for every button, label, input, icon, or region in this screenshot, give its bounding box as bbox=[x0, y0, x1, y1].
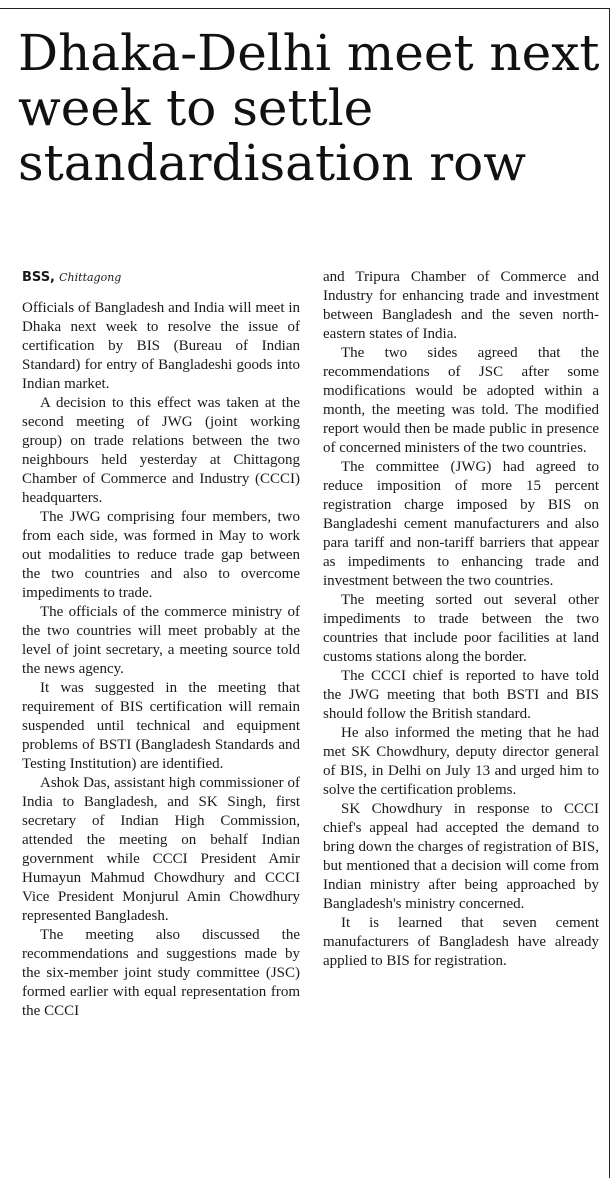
paragraph: SK Chowdhury in response to CCCI chief's appeal had accepted the demand to bring down the charges of registration of BIS, but mentioned that a decision will come from Indian ministry after being approached by Bangladesh's ministry concerned. bbox=[323, 801, 599, 912]
paragraph: The meeting sorted out several other impediments to trade between the two countries that include poor facilities at land customs stations along the border. bbox=[323, 592, 599, 665]
paragraph: It was suggested in the meeting that requirement of BIS certification will remain suspended until technical and equipment problems of BSTI (Bangladesh Standards and Testing Institution) are identified. bbox=[22, 680, 300, 772]
paragraph: The JWG comprising four members, two from each side, was formed in May to work out modalities to reduce trade gap between the two countries and also to overcome impediments to trade. bbox=[22, 509, 300, 601]
paragraph: The committee (JWG) had agreed to reduce imposition of more 15 percent registration charge imposed by BIS on Bangladeshi cement manufacturers and also para tariff and non-tariff barriers that appear as impediments to enhancing trade and investment between the two countries. bbox=[323, 459, 599, 589]
right-border-rule bbox=[609, 8, 610, 1178]
article-column-left bbox=[22, 299, 300, 1021]
article-column-right bbox=[323, 268, 599, 971]
paragraph: Officials of Bangladesh and India will meet in Dhaka next week to resolve the issue of certification by BIS (Bureau of Indian Standard) for entry of Bangladeshi goods into Indian market. bbox=[22, 300, 300, 392]
article-headline: Dhaka-Delhi meet next week to settle standardisation row bbox=[18, 24, 600, 192]
paragraph: The meeting also discussed the recommendations and suggestions made by the six-member joint study committee (JSC) formed earlier with equal representation from the CCCI bbox=[22, 927, 300, 1019]
byline bbox=[22, 270, 121, 285]
paragraph: A decision to this effect was taken at the second meeting of JWG (joint working group) on trade relations between the two neighbours held yesterday at Chittagong Chamber of Commerce and Industry (CCCI) headquarters. bbox=[22, 395, 300, 506]
paragraph: It is learned that seven cement manufacturers of Bangladesh have already applied to BIS for registration. bbox=[323, 915, 599, 969]
byline-agency: BSS, bbox=[22, 270, 55, 285]
paragraph: He also informed the meting that he had met SK Chowdhury, deputy director general of BIS, in Delhi on July 13 and urged him to solve the certification problems. bbox=[323, 725, 599, 798]
paragraph: Ashok Das, assistant high commissioner of India to Bangladesh, and SK Singh, first secretary of Indian High Commission, attended the meeting on behalf Indian government while CCCI President Amir Humayun Mahmud Chowdhury and CCCI Vice President Monjurul Amin Chowdhury represented Bangladesh. bbox=[22, 775, 300, 924]
top-border-rule bbox=[0, 8, 610, 9]
byline-location: Chittagong bbox=[59, 271, 122, 284]
paragraph: The CCCI chief is reported to have told the JWG meeting that both BSTI and BIS should follow the British standard. bbox=[323, 668, 599, 722]
paragraph: The officials of the commerce ministry of the two countries will meet probably at the level of joint secretary, a meeting source told the news agency. bbox=[22, 604, 300, 677]
paragraph: and Tripura Chamber of Commerce and Industry for enhancing trade and investment between Bangladesh and the seven north-eastern states of India. bbox=[323, 269, 599, 342]
paragraph: The two sides agreed that the recommendations of JSC after some modifications would be adopted within a month, the meeting was told. The modified report would then be made public in presence of concerned ministers of the two countries. bbox=[323, 345, 599, 456]
